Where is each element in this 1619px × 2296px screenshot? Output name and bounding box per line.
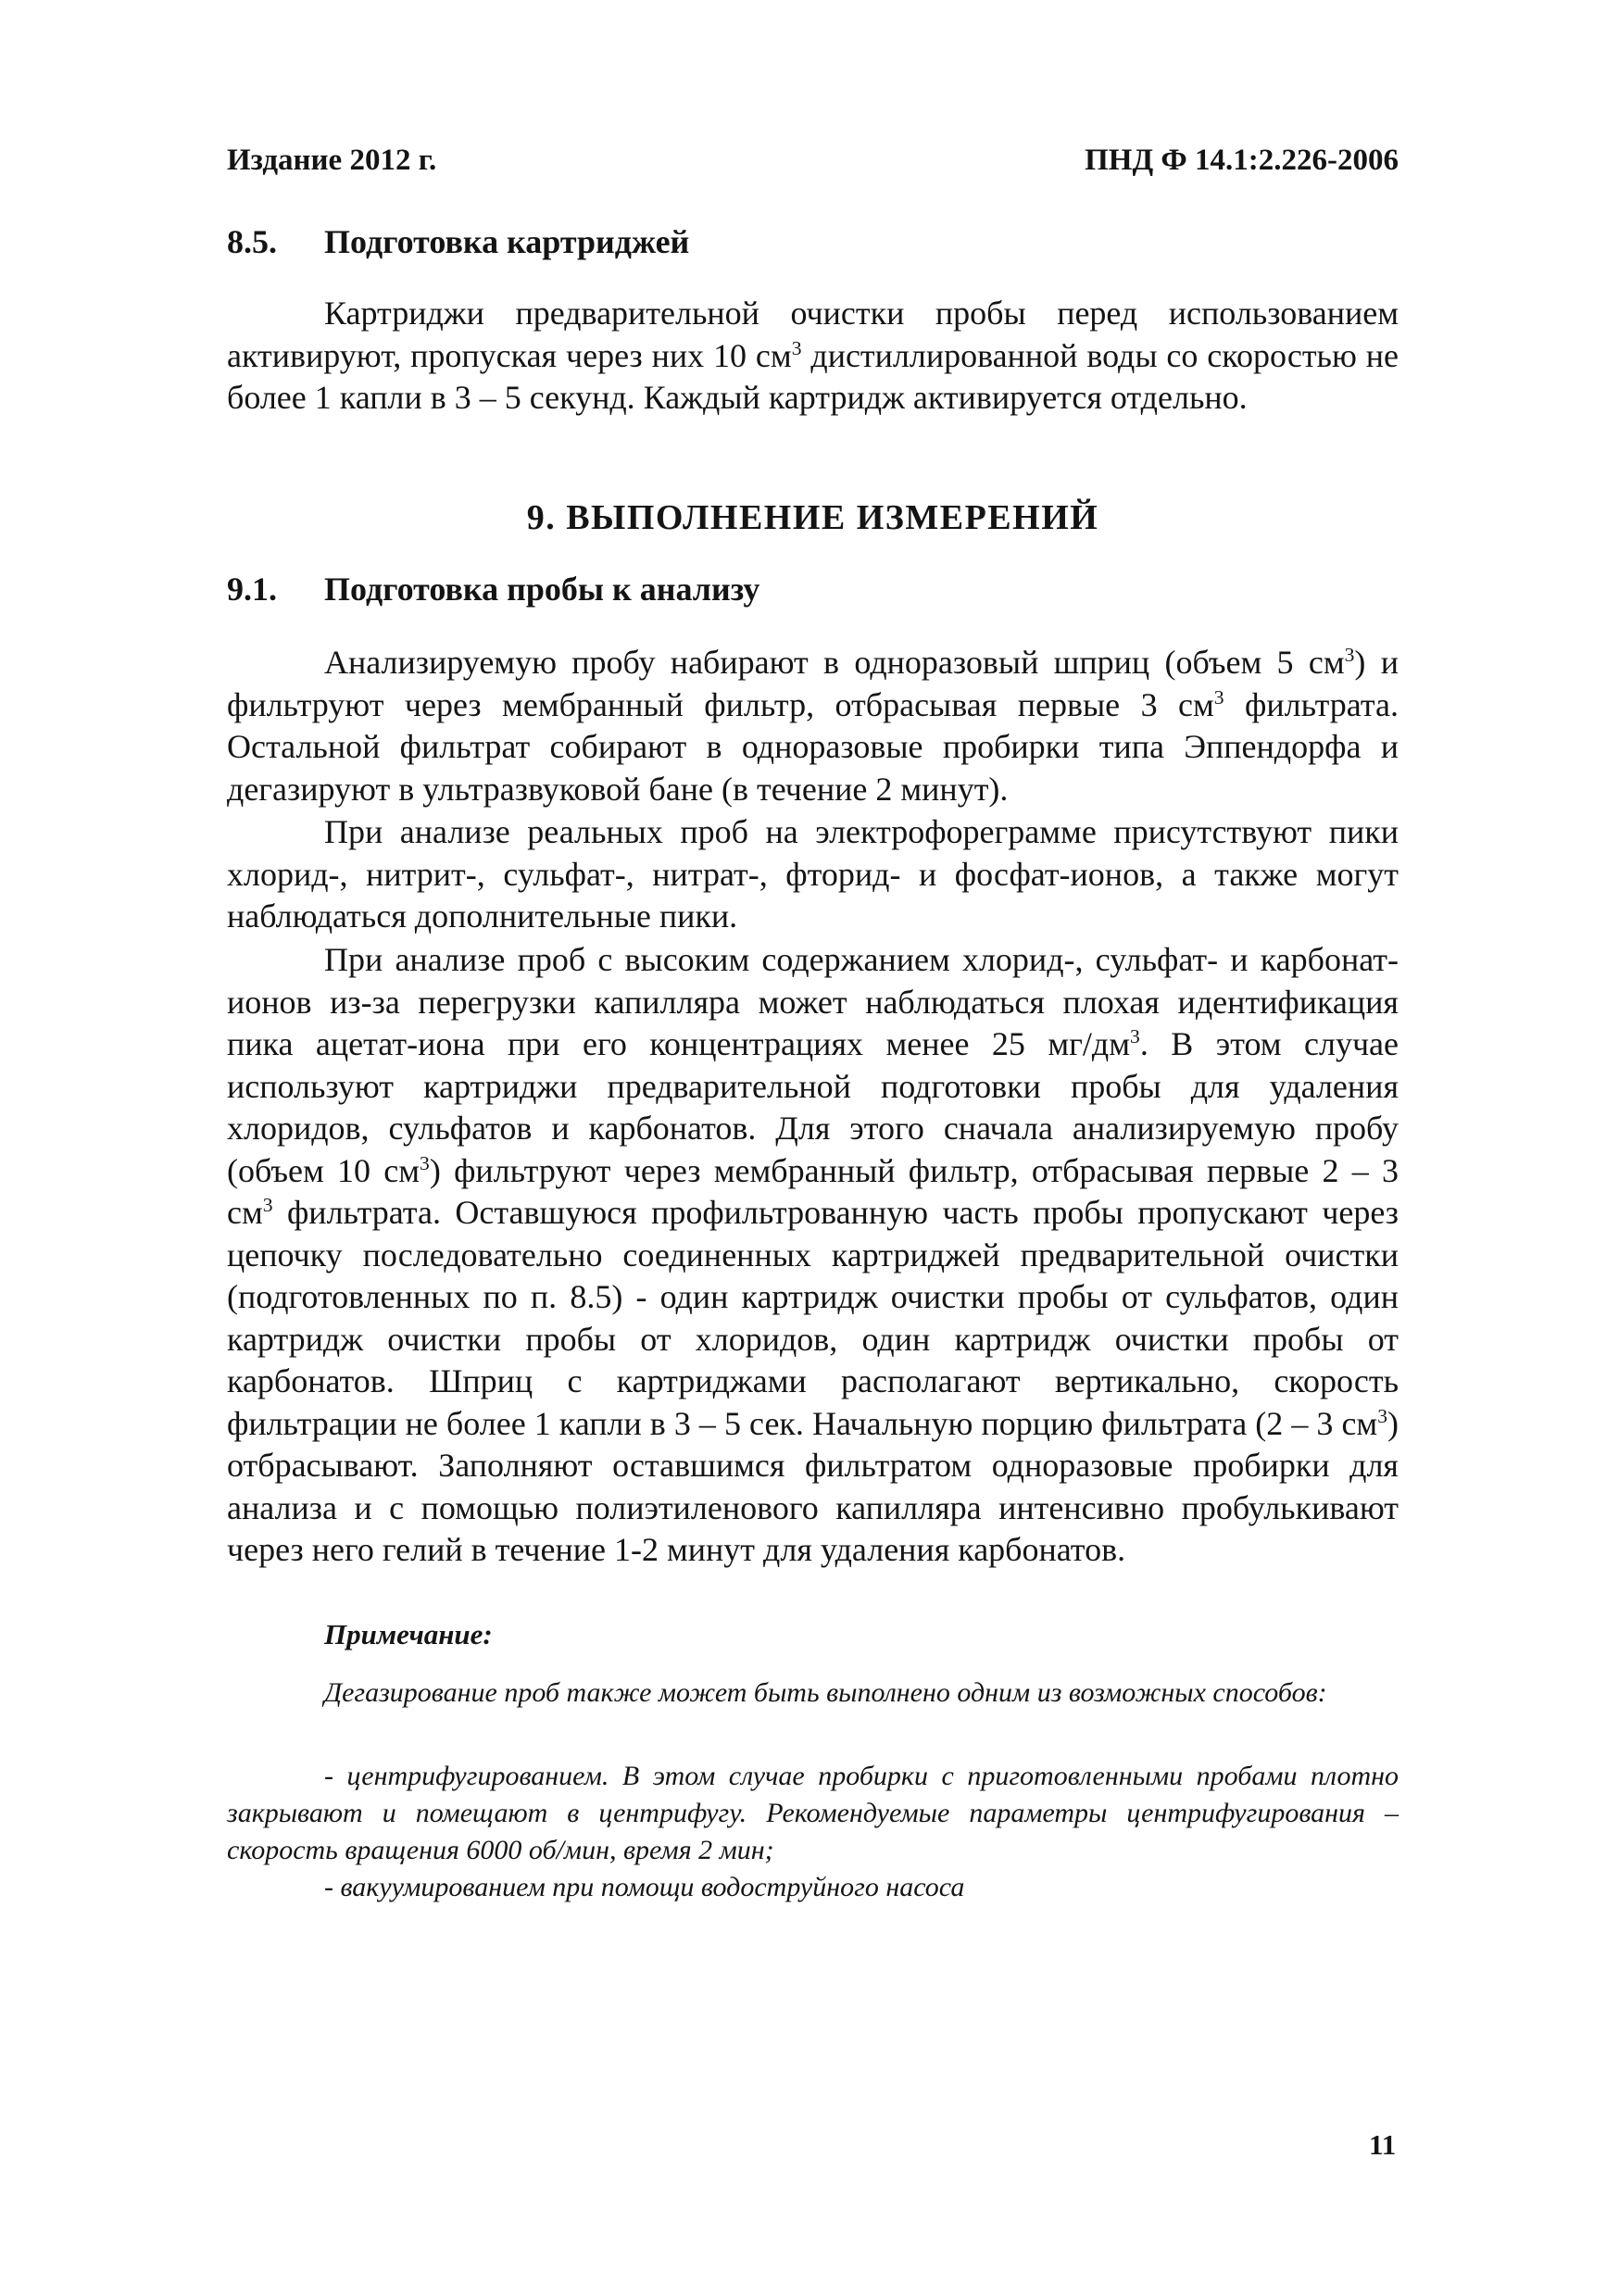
section-title: Подготовка пробы к анализу [324,571,760,608]
document-code: ПНД Ф 14.1:2.226-2006 [1085,144,1399,177]
section-8-5-heading [227,222,1399,261]
superscript: 3 [791,336,802,359]
paragraph-text: дистиллированной воды со скоростью не более 1 капли в 3 – 5 секунд. Каждый картридж активируется отдельно. [227,336,1399,416]
paragraph-text: фильтрата. Оставшуюся профильтрованную часть пробы пропускают через цепочку последовательно соединенных картриджей предварительной очистки (подготовленных по п. 8.5) - один картридж очистки пробы от сульфатов, один картридж очистки пробы от хлоридов, один картридж очистки пробы от карбонатов. Шприц с картриджами располагают вертикально, скорость фильтрации не более 1 капли в 3 – 5 сек. Начальную порцию фильтрата (2 – 3 см [227,1194,1399,1442]
chapter-9-title: 9. ВЫПОЛНЕНИЕ ИЗМЕРЕНИЙ [526,498,1099,537]
paragraph-2 [227,811,1399,938]
paragraph-text: Картриджи предварительной очистки пробы перед использованием активируют, пропуская через них 10 см [227,295,1399,374]
note-intro: Дегазирование проб также может быть выполнено одним из возможных способов: [324,1677,1327,1708]
paragraph-text: ) отбрасывают. Заполняют оставшимся фильтратом одноразовые пробирки для анализа и с помощью полиэтиленового капилляра интенсивно пробулькивают через него гелий в течение 1-2 минут для удаления карбонатов. [227,1404,1399,1568]
note-title: Примечание: [324,1618,493,1650]
section-title: Подготовка картриджей [324,223,690,260]
page-header [227,144,1399,199]
paragraph-text: ) фильтруют через мембранный фильтр, отбрасывая первые 2 – 3 см [227,1151,1399,1231]
superscript: 3 [1377,1404,1387,1427]
superscript: 3 [1344,644,1355,666]
section-number: 8.5. [227,223,277,260]
paragraph-3 [227,939,1399,1572]
paragraph-text: фильтрата. Остальной фильтрат собирают в одноразовые пробирки типа Эппендорфа и дегазируют в ультразвуковой бане (в течение 2 минут). [227,685,1399,808]
paragraph-text: ) и фильтруют через мембранный фильтр, отбрасывая первые 3 см [227,644,1399,723]
superscript: 3 [1130,1025,1140,1048]
paragraph-text: Анализируемую пробу набирают в одноразовый шприц (объем 5 см [324,644,1345,681]
paragraph-1 [227,642,1399,810]
section-8-5-paragraph [227,293,1399,420]
paragraph-text: При анализе проб с высоким содержанием хлорид-, сульфат- и карбонат-ионов из-за перегрузки капилляра может наблюдаться плохая идентификация пика ацетат-иона при его концентрациях менее 25 мг/дм [227,941,1399,1062]
superscript: 3 [262,1194,273,1216]
paragraph-text: При анализе реальных проб на электрофореграмме присутствуют пики хлорид-, нитрит-, сульфат-, нитрат-, фторид- и фосфат-ионов, а также могут наблюдаться дополнительные пики. [227,813,1399,935]
section-9-1-heading [227,570,1399,609]
note-item-centrifugation: - центрифугированием. В этом случае пробирки с приготовленными пробами плотно закрывают и помещают в центрифугу. Рекомендуемые параметры центрифугирования – скорость вращения 6000 об/мин, время 2 мин; [227,1761,1399,1865]
superscript: 3 [1213,685,1224,709]
page-number: 11 [1369,2128,1397,2161]
paragraph-text: . В этом случае используют картриджи предварительной подготовки пробы для удаления хлоридов, сульфатов и карбонатов. Для этого сначала анализируемую пробу (объем 10 см [227,1025,1399,1189]
note-item-vacuum: - вакуумированием при помощи водоструйного насоса [324,1872,965,1902]
section-number: 9.1. [227,571,277,608]
edition-label: Издание 2012 г. [227,144,437,177]
superscript: 3 [420,1151,430,1174]
